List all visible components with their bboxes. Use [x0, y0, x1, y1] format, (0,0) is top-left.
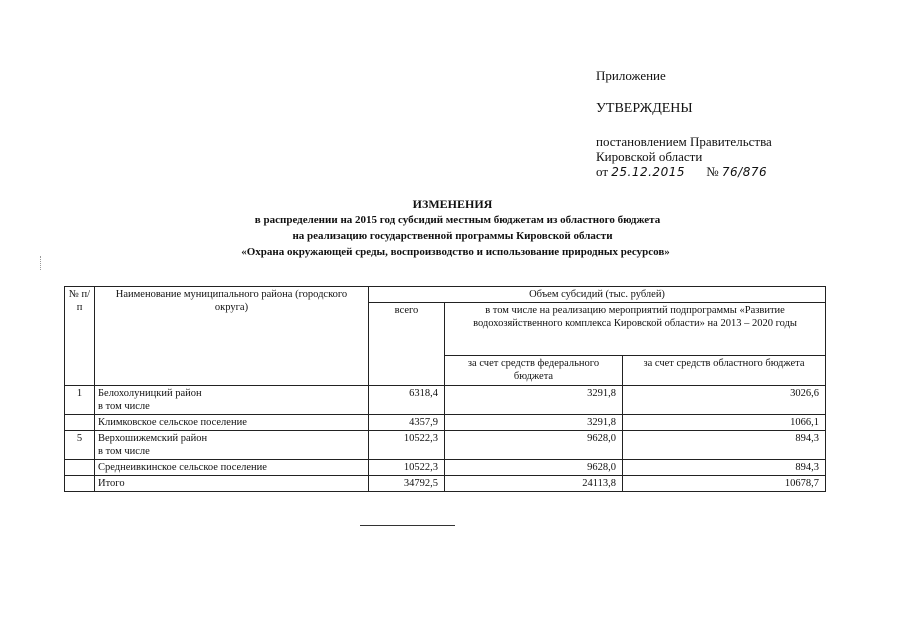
table-row [65, 386, 826, 415]
row-regional: 1066,1 [623, 415, 826, 431]
table-row [65, 460, 826, 476]
row-federal: 3291,8 [445, 386, 623, 415]
row-name: Итого [95, 476, 369, 492]
row-total: 10522,3 [369, 431, 445, 460]
row-federal: 24113,8 [445, 476, 623, 492]
title-line-2: на реализацию государственной программы Кировской области [292, 230, 613, 242]
header-row-1 [65, 287, 826, 303]
row-total: 34792,5 [369, 476, 445, 492]
table-row [65, 431, 826, 460]
closing-rule [360, 525, 455, 526]
date-prefix: от [596, 164, 609, 179]
row-federal: 3291,8 [445, 415, 623, 431]
row-total: 6318,4 [369, 386, 445, 415]
date-value: 25.12.2015 [611, 165, 685, 179]
row-num: 5 [65, 431, 95, 460]
document-title [0, 196, 905, 260]
date-number-line [596, 164, 772, 180]
row-num [65, 460, 95, 476]
row-regional: 894,3 [623, 460, 826, 476]
title-main: ИЗМЕНЕНИЯ [412, 197, 493, 211]
row-num [65, 476, 95, 492]
title-line-1: в распределении на 2015 год субсидий местным бюджетам из областного бюджета [254, 214, 661, 226]
header-regional: за счет средств областного бюджета [623, 356, 826, 386]
row-name-text: Верхошижемский район [98, 433, 208, 444]
title-line-3: «Охрана окружающей среды, воспроизводство и использование природных ресурсов» [241, 246, 670, 258]
header-name: Наименование муниципального района (городского округа) [95, 287, 369, 386]
row-name [95, 386, 369, 415]
row-num [65, 415, 95, 431]
row-num: 1 [65, 386, 95, 415]
table-row [65, 415, 826, 431]
header-total: всего [369, 303, 445, 386]
row-name: Климковское сельское поселение [95, 415, 369, 431]
row-name: Среднеивкинское сельское поселение [95, 460, 369, 476]
subsidy-table [64, 286, 826, 492]
number-prefix: № [706, 164, 719, 179]
approval-block [596, 68, 772, 180]
row-name-text: Белохолуницкий район [98, 388, 202, 399]
header-including: в том числе на реализацию мероприятий подпрограммы «Развитие водохозяйственного комплекса Кировской области» на 2013 – 2020 годы [445, 303, 826, 356]
row-federal: 9628,0 [445, 460, 623, 476]
row-regional: 894,3 [623, 431, 826, 460]
approved-label: УТВЕРЖДЕНЫ [596, 101, 693, 116]
row-name-sub: в том числе [98, 401, 150, 412]
row-name [95, 431, 369, 460]
resolution-line: постановлением Правительства [596, 134, 772, 149]
region-line: Кировской области [596, 149, 703, 164]
row-total: 4357,9 [369, 415, 445, 431]
header-federal: за счет средств федерального бюджета [445, 356, 623, 386]
row-federal: 9628,0 [445, 431, 623, 460]
row-total: 10522,3 [369, 460, 445, 476]
row-name-sub: в том числе [98, 446, 150, 457]
header-volume: Объем субсидий (тыс. рублей) [369, 287, 826, 303]
header-num: № п/п [65, 287, 95, 386]
number-value: 76/876 [721, 165, 768, 179]
table-row-total [65, 476, 826, 492]
row-regional: 3026,6 [623, 386, 826, 415]
appendix-label: Приложение [596, 68, 666, 83]
row-regional: 10678,7 [623, 476, 826, 492]
